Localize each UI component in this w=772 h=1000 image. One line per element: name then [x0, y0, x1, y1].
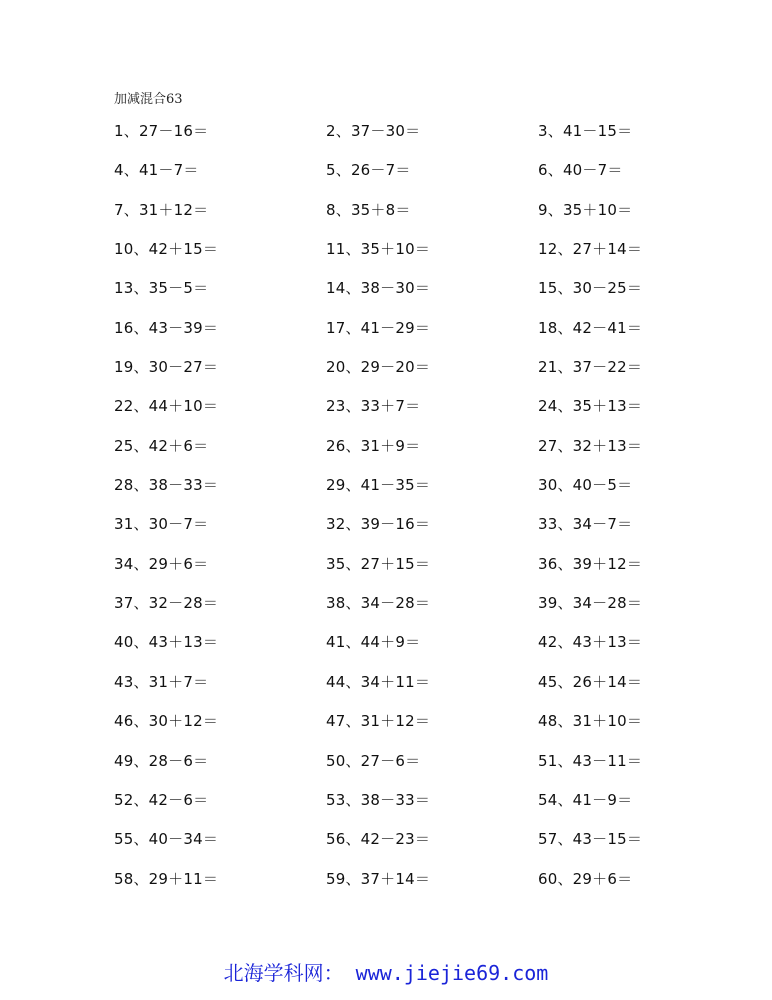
problem-item: 57、43－15＝	[538, 830, 643, 849]
problem-item: 59、37＋14＝	[326, 869, 431, 888]
problem-item: 38、34－28＝	[326, 594, 431, 613]
problem-item: 1、27－16＝	[114, 122, 209, 140]
problem-item: 22、44＋10＝	[114, 397, 219, 416]
problem-item: 45、26＋14＝	[538, 672, 643, 691]
problem-item: 47、31＋12＝	[326, 712, 431, 731]
problem-item: 20、29－20＝	[326, 358, 431, 377]
problem-item: 15、30－25＝	[538, 279, 643, 298]
problem-item: 27、32＋13＝	[538, 436, 643, 455]
problem-item: 52、42－6＝	[114, 790, 209, 809]
problem-item: 4、41－7＝	[114, 161, 199, 180]
problem-item: 14、38－30＝	[326, 279, 431, 298]
problem-item: 11、35＋10＝	[326, 240, 431, 259]
problem-item: 58、29＋11＝	[114, 869, 219, 888]
worksheet-title: 加减混合63	[114, 92, 183, 107]
problem-item: 6、40－7＝	[538, 161, 623, 180]
problem-item: 34、29＋6＝	[114, 554, 209, 573]
problem-item: 53、38－33＝	[326, 790, 431, 809]
problem-item: 9、35＋10＝	[538, 200, 633, 219]
footer-watermark: 北海学科网： www.jiejie69.com	[223, 961, 549, 985]
problem-item: 55、40－34＝	[114, 830, 219, 849]
problem-item: 26、31＋9＝	[326, 436, 421, 455]
problem-item: 25、42＋6＝	[114, 436, 209, 455]
problem-item: 39、34－28＝	[538, 594, 643, 613]
problem-item: 31、30－7＝	[114, 515, 209, 534]
problem-item: 36、39＋12＝	[538, 554, 643, 573]
problem-item: 44、34＋11＝	[326, 672, 431, 691]
problem-item: 46、30＋12＝	[114, 712, 219, 731]
problem-item: 54、41－9＝	[538, 790, 633, 809]
problem-item: 60、29＋6＝	[538, 869, 633, 888]
problem-item: 23、33＋7＝	[326, 397, 421, 416]
problem-item: 10、42＋15＝	[114, 240, 219, 259]
problem-item: 30、40－5＝	[538, 476, 633, 495]
problem-item: 8、35＋8＝	[326, 200, 411, 219]
problem-item: 7、31＋12＝	[114, 200, 209, 219]
problem-item: 49、28－6＝	[114, 751, 209, 770]
problem-item: 43、31＋7＝	[114, 672, 209, 691]
problem-item: 2、37－30＝	[326, 122, 421, 140]
problem-item: 19、30－27＝	[114, 358, 219, 377]
problem-item: 18、42－41＝	[538, 318, 643, 337]
problem-item: 21、37－22＝	[538, 358, 643, 377]
problem-item: 28、38－33＝	[114, 476, 219, 495]
problem-item: 56、42－23＝	[326, 830, 431, 849]
problem-item: 12、27＋14＝	[538, 240, 643, 259]
problem-item: 24、35＋13＝	[538, 397, 643, 416]
problem-item: 32、39－16＝	[326, 515, 431, 534]
problem-item: 50、27－6＝	[326, 751, 421, 770]
problem-item: 17、41－29＝	[326, 318, 431, 337]
problem-item: 33、34－7＝	[538, 515, 633, 534]
problem-item: 51、43－11＝	[538, 751, 643, 770]
problem-item: 48、31＋10＝	[538, 712, 643, 731]
problem-item: 5、26－7＝	[326, 161, 411, 180]
problem-grid	[114, 118, 714, 905]
problem-item: 3、41－15＝	[538, 122, 633, 140]
problem-item: 37、32－28＝	[114, 594, 219, 613]
problem-item: 13、35－5＝	[114, 279, 209, 298]
problem-item: 40、43＋13＝	[114, 633, 219, 652]
problem-item: 29、41－35＝	[326, 476, 431, 495]
problem-item: 16、43－39＝	[114, 318, 219, 337]
problem-item: 35、27＋15＝	[326, 554, 431, 573]
problem-item: 42、43＋13＝	[538, 633, 643, 652]
problem-item: 41、44＋9＝	[326, 633, 421, 652]
